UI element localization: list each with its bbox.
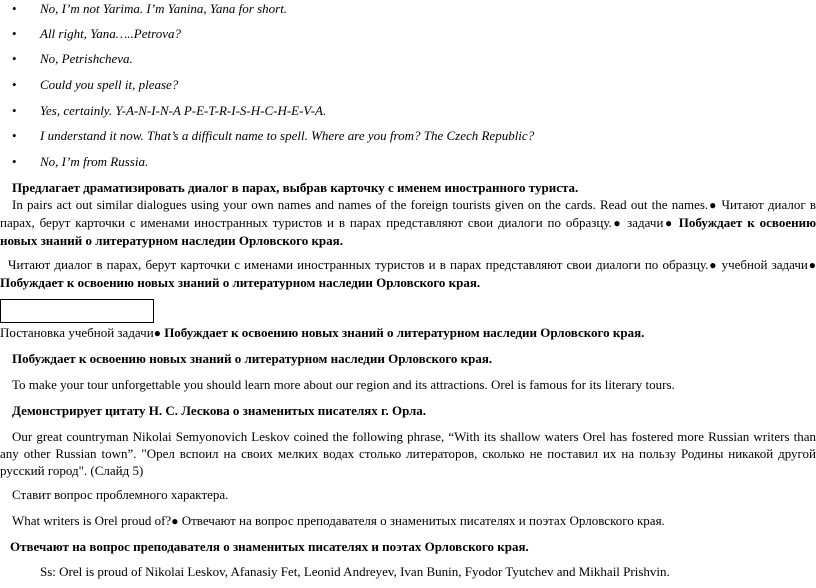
para7: Our great countryman Nikolai Semyonovich Leskov coined the following phrase, “With its shallow waters Orel has fostered more Russian writers than any other Russian town”. "Орел вспоил на своих мелких водах столько литераторов, сколько не поставил их на пользу Родины никакой другой русский город". (Слайд 5) <box>0 429 816 478</box>
bullet-icon: ● <box>807 258 816 272</box>
para1-text: In pairs act out similar dialogues using your own names and names of the foreign tourists given on the cards. Read out the names. <box>12 197 709 212</box>
para1-heading: Предлагает драматизировать диалог в парах, выбрав карточку с именем иностранного туриста. <box>12 180 579 195</box>
bullet-icon: • <box>12 154 17 169</box>
para2-text: Читают диалог в парах, берут карточки с именами иностранных туристов и в парах представляют свои диалоги по образцу. <box>8 257 709 272</box>
bullet-icon: • <box>12 128 17 143</box>
para3 <box>0 325 644 341</box>
para3-text: Постановка учебной задачи <box>0 325 154 340</box>
dialogue-text: No, I’m not Yarima. I’m Yanina, Yana for short. <box>40 1 288 16</box>
para1-ru: Читают диалог в парах, берут карточки с именами иностранных туристов и в парах представляют свои диалоги по образцу. <box>0 197 816 230</box>
bullet-icon: ● <box>708 258 718 272</box>
bullet-icon: • <box>12 51 17 66</box>
dialogue-line-7 <box>12 154 148 170</box>
dialogue-text: No, I’m from Russia. <box>40 154 149 169</box>
dialogue-line-6 <box>12 128 534 144</box>
dialogue-line-2 <box>12 26 181 42</box>
dialogue-text: Could you spell it, please? <box>40 77 179 92</box>
dialogue-text: I understand it now. That’s a difficult name to spell. Where are you from? The Czech Republic? <box>40 128 535 143</box>
dialogue-text: All right, Yana…..Petrova? <box>40 26 181 41</box>
bullet-icon: • <box>12 77 17 92</box>
para6: Демонстрирует цитату Н. С. Лескова о знаменитых писателях г. Орла. <box>12 403 427 418</box>
bullet-icon: ● <box>611 216 623 230</box>
empty-text-box <box>0 299 154 323</box>
para2-bold: Побуждает к освоению новых знаний о литературном наследии Орловского края. <box>0 275 481 290</box>
para11: Ss: Orel is proud of Nikolai Leskov, Afanasiy Fet, Leonid Andreyev, Ivan Bunin, Fyodor Tyutchev and Mikhail Prishvin. <box>40 564 670 579</box>
bullet-icon: • <box>12 26 17 41</box>
dialogue-text: No, Petrishcheva. <box>40 51 133 66</box>
dialogue-text: Yes, certainly. Y-A-N-I-N-A P-E-T-R-I-S-H-C-H-E-V-A. <box>40 103 327 118</box>
para1-tail: задачи <box>627 215 664 230</box>
para8: Ставит вопрос проблемного характера. <box>12 487 229 502</box>
bullet-icon: • <box>12 1 17 16</box>
dialogue-line-3 <box>12 51 133 67</box>
dialogue-line-5 <box>12 103 326 119</box>
para5: To make your tour unforgettable you should learn more about our region and its attractions. Orel is famous for its literary tours. <box>12 377 675 392</box>
para2-tail: учебной задачи <box>721 257 808 272</box>
bullet-icon: ● <box>663 216 674 230</box>
para4: Побуждает к освоению новых знаний о литературном наследии Орловского края. <box>12 351 493 366</box>
bullet-icon: ● <box>153 326 161 340</box>
para1-bold: Побуждает к освоению новых знаний о литературном наследии Орловского края. <box>0 215 816 248</box>
para3-bold: Побуждает к освоению новых знаний о литературном наследии Орловского края. <box>164 325 645 340</box>
para2-body <box>0 256 816 291</box>
bullet-icon: ● <box>171 514 179 528</box>
para10: Отвечают на вопрос преподавателя о знаменитых писателях и поэтах Орловского края. <box>10 539 529 554</box>
para1-body <box>0 196 816 249</box>
para9 <box>12 513 665 529</box>
bullet-icon: ● <box>708 198 718 212</box>
dialogue-line-4 <box>12 77 178 93</box>
dialogue-line-1 <box>12 1 287 17</box>
bullet-icon: • <box>12 103 17 118</box>
para9-ru: Отвечают на вопрос преподавателя о знаменитых писателях и поэтах Орловского края. <box>181 513 665 528</box>
para9-text: What writers is Orel proud of? <box>12 513 172 528</box>
